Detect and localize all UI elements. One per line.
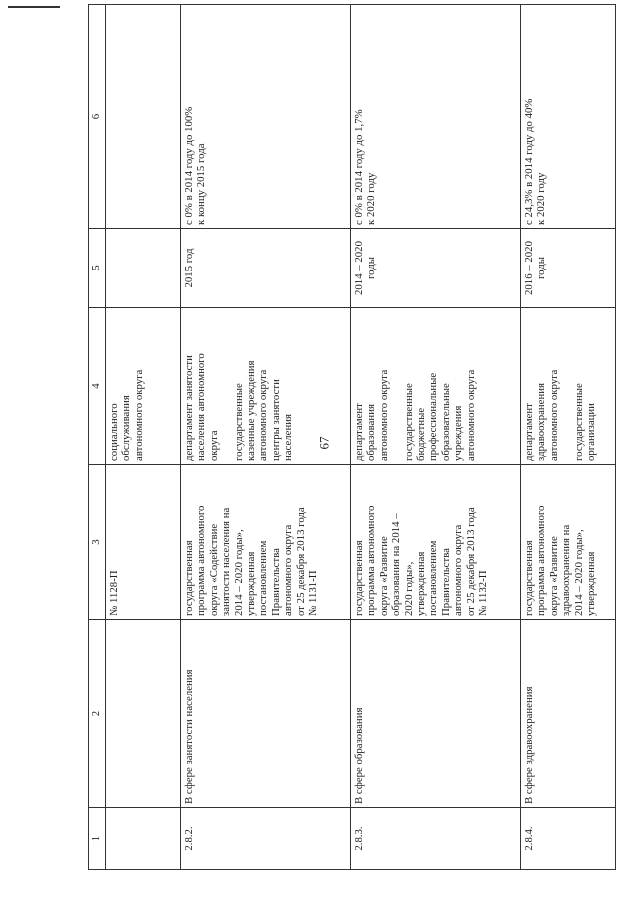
period-cell [106, 229, 181, 308]
executor-cell: социального обслуживания автономного округа [106, 308, 181, 465]
column-header-4: 4 [89, 308, 106, 465]
column-header-6: 6 [89, 5, 106, 229]
executor-cell: департамент здравоохранения автономного округа государственные организации [521, 308, 616, 465]
period-cell: 2014 – 2020 годы [351, 229, 521, 308]
table-row [181, 5, 351, 870]
page-number: 67 [316, 436, 332, 450]
sphere-cell [106, 620, 181, 808]
header-row [89, 5, 106, 870]
column-header-5: 5 [89, 229, 106, 308]
target-cell: с 0% в 2014 году до 1,7% к 2020 году [351, 5, 521, 229]
table-row [351, 5, 521, 870]
row-number-cell [106, 808, 181, 870]
column-header-3: 3 [89, 465, 106, 620]
column-header-1: 1 [89, 808, 106, 870]
executor-cell: департамент занятости населения автономного округа государственные казенные учреждения автономного округа центры занятости населения [181, 308, 351, 465]
table-row [521, 5, 616, 870]
target-cell: с 0% в 2014 году до 100% к концу 2015 года [181, 5, 351, 229]
program-cell: государственная программа автономного округа «Развитие образования на 2014 – 2020 годы», утвержденная постановлением Правительства автономного округа от 25 декабря 2013 года № 1132-П [351, 465, 521, 620]
row-number-cell: 2.8.4. [521, 808, 616, 870]
rotated-table-container [88, 35, 616, 870]
sphere-cell: В сфере образования [351, 620, 521, 808]
corner-mark-line [8, 6, 60, 8]
period-cell: 2015 год [181, 229, 351, 308]
program-cell: № 1128-П [106, 465, 181, 620]
target-cell [106, 5, 181, 229]
sphere-cell: В сфере здравоохранения [521, 620, 616, 808]
program-cell: государственная программа автономного округа «Содействие занятости населения на 2014 – 2020 годы», утвержденная постановлением Правительства автономного округа от 25 декабря 2013 года № 1131-П [181, 465, 351, 620]
column-header-2: 2 [89, 620, 106, 808]
measures-table [88, 4, 616, 870]
sphere-cell: В сфере занятости населения [181, 620, 351, 808]
executor-cell: департамент образования автономного округа государственные бюджетные профессиональные образовательные учреждения автономного округа [351, 308, 521, 465]
row-number-cell: 2.8.2. [181, 808, 351, 870]
program-cell: государственная программа автономного округа «Развитие здравоохранения на 2014 – 2020 годы», утвержденная [521, 465, 616, 620]
row-number-cell: 2.8.3. [351, 808, 521, 870]
table-row [106, 5, 181, 870]
period-cell: 2016 – 2020 годы [521, 229, 616, 308]
target-cell: с 24,3% в 2014 году до 40% к 2020 году [521, 5, 616, 229]
